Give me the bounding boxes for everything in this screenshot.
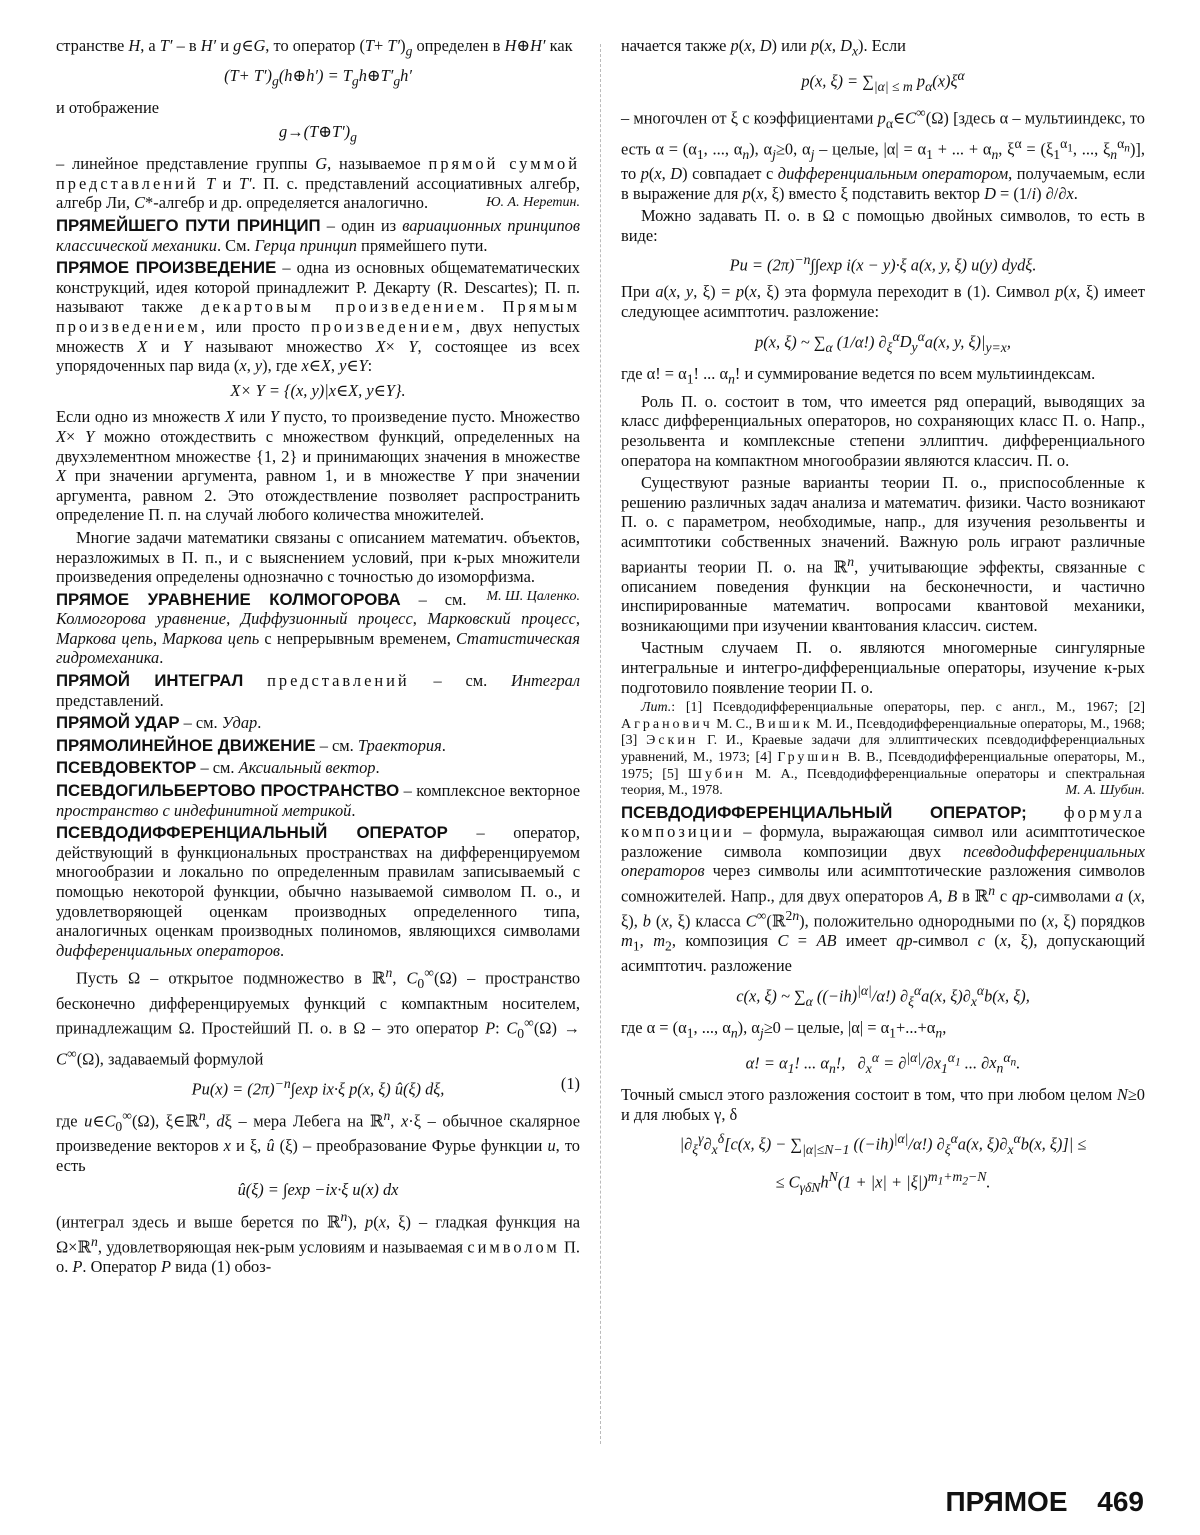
formula-left-20: û(ξ) = ∫exp −ix·ξ u(x) dx	[237, 1180, 399, 1200]
running-head: ПРЯМОЕ	[945, 1486, 1068, 1517]
paragraph-left-12: ПРЯМОЙ УДАР – см. Удар.	[56, 713, 262, 733]
paragraph-right-11: Лит.: [1] Псевдодифференциальные операторы, пер. с англ., М., 1967; [2] Агранович М. С., Вишик М. И., Псевдодифференциальные операторы, М., 1968; [3] Эскин Г. И., Краевые задачи для эллиптических псевдодифференциальных уравнений, М., 1973; [4] Грушин В. В., Псевдодифференциальные операторы, М., 1975; [5] Шубин М. А., Псевдодифференциальные операторы и спектральная теория, М., 1978. М. А. Шубин.	[621, 700, 1145, 799]
page-number: 469	[1097, 1486, 1144, 1517]
formula-left-7: X× Y = {(x, y)|x∈X, y∈Y}.	[230, 380, 406, 400]
right-column	[621, 36, 1145, 1204]
formula-left-3: $g\to(T\oplus T')_g$	[279, 122, 357, 145]
paragraph-left-13: ПРЯМОЛИНЕЙНОЕ ДВИЖЕНИЕ – см. Траектория.	[56, 735, 446, 755]
paragraph-right-16: Точный смысл этого разложения состоит в том, что при любом целом N≥0 и для любых γ, δ	[621, 1085, 1145, 1124]
paragraph-left-10: ПРЯМОЕ УРАВНЕНИЕ КОЛМОГОРОВА – см. Колмогорова уравнение, Диффузионный процесс, Марковский процесс, Маркова цепь, Маркова цепь с непрерывным временем, Статистическая гидромеханика.	[56, 589, 581, 668]
formula-right-1: p(x, $\xi) = \sum_{|\alpha| \le m}$ $p_\alpha(x)\xi^\alpha$	[801, 67, 965, 94]
paragraph-right-12: ПСЕВДОДИФФЕРЕНЦИАЛЬНЫЙ ОПЕРАТОР; формула композиции – формула, выражающая символ или асимптотическое разложение символа композиции двух псевдодифференциальных операторов через символы или асимптотические разложения символов сомножителей. Напр., для двух операторов A, B в ℝ$^n$ с qp-символами a (x, ξ), b (x, ξ) класса C∞(ℝ$^{2n}$), положительно однородными по (x, ξ) порядков $m_1$, $m_2$, композиция C = AB имеет qp-символ c (x, ξ), допускающий асимптотич. разложение	[621, 802, 1146, 976]
formula-left-18: $Pu(x) = (2\pi)^{-n}\int\exp$ ix·ξ p(x, ξ) û(ξ) dξ, (1)	[191, 1073, 580, 1099]
formula-right-6: p(x, ξ) ~ $\sum_\alpha$ (1/α!) $\partial_\xi^\alpha D_y^\alpha a(x$, y, $\xi)|_{y=x}$,	[755, 328, 1011, 355]
left-column	[56, 36, 580, 1280]
paragraph-left-21: (интеграл здесь и выше берется по ℝ$^n$), p(x, ξ) – гладкая функция на Ω×ℝ$^n$, удовлетворяющая нек-рым условиям и называемая символом П. о. P. Оператор P вида (1) обоз-	[56, 1208, 581, 1277]
page-footer	[945, 1486, 1144, 1518]
paragraph-right-8: Роль П. о. состоит в том, что имеется ряд операций, выводящих за класс дифференциальных операторов, но сохраняющих класс П. о. Напр., резольвента и комплексные степени эллиптич. дифференциального оператора на компактном многообразии являются классич. П. о.	[621, 391, 1145, 470]
formula-right-4: $Pu = (2\pi)^{-n}\int\int\exp$ i(x − y)·ξ a(x, y, ξ) u(y) dydξ.	[729, 252, 1037, 275]
paragraph-left-6: ПРЯМОЕ ПРОИЗВЕДЕНИЕ – одна из основных общематематических конструкций, идея которой принадлежит Р. Декарту (R. Descartes); П. п. называют также декартовым произведением. Прямым произведением, или просто произведением, двух непустых множеств X и Y называют множество X× Y, состоящее из всех упорядоченных пар вида (x, y), где x∈X, y∈Y:	[56, 258, 581, 376]
paragraph-right-2: – многочлен от ξ с коэффициентами $p_\alpha\in C^\infty(\Omega)$ [здесь α – мультииндекс, то есть $\alpha = (\alpha_1$, ..., $\alpha_n$), $\alpha_j\ge 0$, $\alpha_j$ – целые, $|\alpha| = \alpha_1$ + ... + $\alpha_n$, $\xi^\alpha = (\xi_1^{\alpha_1}$, ..., $\xi_n^{\alpha_n}$)], то p(x, D) совпадает с дифференциальным оператором, получаемым, если в выражение для p(x, ξ) вместо ξ подставить вектор D = (1/i) ∂/∂x.	[621, 105, 1146, 203]
formula-right-18: ≤ $C_{\gamma\delta N}h^N(1 + |x| + |\xi|)^{m_1+m_2-N}$.	[775, 1168, 991, 1195]
paragraph-left-4: – линейное представление группы G, называемое прямой суммой представлений T и T′. П. с. представлений ассоциативных алгебр, алгебр Ли, C*-алгебр и др. определяется аналогично. Ю. А. Неретин.	[56, 154, 580, 213]
column-divider	[600, 44, 601, 1444]
paragraph-left-0: странстве H, а T′ – в H′ и g∈G, то оператор $(T+ T')_g$ определен в H⊕H′ как	[56, 36, 573, 59]
paragraph-right-7: где α! = $\alpha_1$! ... $\alpha_n$! и суммирование ведется по всем мультииндексам.	[621, 363, 1096, 387]
formula-left-1: $(T+ T')_g(h\oplus h')$ = $T_gh\oplus T'_gh'$	[224, 65, 412, 89]
paragraph-left-15: ПСЕВДОГИЛЬБЕРТОВО ПРОСТРАНСТВО – комплексное векторное пространство с индефинитной метрикой.	[56, 781, 580, 820]
paragraph-right-9: Существуют разные варианты теории П. о., приспособленные к решению различных задач анализа и математич. физики. Часто возникают П. о. с параметром, необходимые, напр., для изучения резольвенты и асимптотики собственных значений. Важную роль играют различные варианты теории П. о. на ℝ$^n$, учитывающие эффекты, связанные с описанием поведения функции на бесконечности, и частично инспирированные математич. вопросами квантовой механики, возникающими при изучении квантования классич. систем.	[621, 473, 1146, 635]
paragraph-right-5: При a(x, y, ξ) = p(x, ξ) эта формула переходит в (1). Символ p(x, ξ) имеет следующее асимптотич. разложение:	[621, 282, 1145, 321]
paragraph-left-5: ПРЯМЕЙШЕГО ПУТИ ПРИНЦИП – один из вариационных принципов классической механики. См. Герца принцип прямейшего пути.	[56, 216, 580, 255]
paragraph-right-14: где $\alpha = (\alpha_1$, ..., $\alpha_n$), $\alpha_j\ge 0$ – целые, $|\alpha| = \alpha_1+...+\alpha_n$,	[621, 1018, 947, 1041]
paragraph-left-17: Пусть Ω – открытое подмножество в ℝ$^n$, $C_0^\infty(\Omega)$ – пространство бесконечно дифференцируемых функций с компактным носителем, принадлежащим Ω. Простейший П. о. в Ω – это оператор P: $C_0^\infty(\Omega) \to C^\infty(\Omega)$, задаваемый формулой	[56, 965, 581, 1069]
paragraph-right-0: начается также p(x, D) или p(x, $D_x$). Если	[621, 36, 906, 59]
paragraph-right-10: Частным случаем П. о. являются многомерные сингулярные интегральные и интегро-дифференциальные операторы, изучение к-рых подготовило появление теории П. о.	[621, 638, 1145, 697]
formula-right-17: $|\partial_\xi^\gamma\partial_x^\delta[c(x$, $\xi) - \sum_{|\alpha|\le N-1}$ $((-ih)^{|\alpha|}/\alpha!)$ $\partial_\xi^\alpha a(x$, $\xi)\partial_x^\alpha b(x$, ξ)]| ≤	[679, 1131, 1087, 1158]
paragraph-left-11: ПРЯМОЙ ИНТЕГРАЛ представлений – см. Интеграл представлений.	[56, 671, 581, 710]
paragraph-left-19: где $u\in C_0^\infty(\Omega)$, ξ∈ℝ$^n$, dξ – мера Лебега на ℝ$^n$, x·ξ – обычное скалярное произведение векторов x и ξ, û (ξ) – преобразование Фурье функции u, то есть	[56, 1107, 580, 1175]
formula-right-13: c(x, ξ) ~ $\sum_\alpha$ $((-ih)^{|\alpha|}/\alpha!)$ $\partial_\xi^\alpha a(x$, $\xi)\partial_x^\alpha b(x$, ξ),	[736, 982, 1030, 1009]
paragraph-left-9: Многие задачи математики связаны с описанием математич. объектов, неразложимых в П. п., и с выяснением условий, при к-рых множители произведения определены однозначно с точностью до изоморфизма. М. Ш. Цаленко.	[56, 527, 580, 604]
paragraph-left-8: Если одно из множеств X или Y пусто, то произведение пусто. Множество X× Y можно отождествить с множеством функций, определенных на двухэлементном множестве {1, 2} и принимающих значения в множестве X при значении аргумента, равном 1, и в множестве Y при значении аргумента, равном 2. Это отождествление позволяет распространить определение П. п. на случай любого количества множителей.	[56, 407, 581, 525]
paragraph-left-2: и отображение	[56, 97, 160, 117]
paragraph-left-16: ПСЕВДОДИФФЕРЕНЦИАЛЬНЫЙ ОПЕРАТОР – оператор, действующий в функциональных пространствах на дифференцируемом многообразии и локально по определенным правилам записываемый с помощью некоторой функции, обычно называемой символом П. о., и удовлетворяющей оценкам производных определенного типа, аналогичных оценкам производных полиномов, являющихся символами дифференциальных операторов.	[56, 823, 580, 960]
paragraph-left-14: ПСЕВДОВЕКТОР – см. Аксиальный вектор.	[56, 758, 380, 778]
paragraph-right-3: Можно задавать П. о. в Ω с помощью двойных символов, то есть в виде:	[621, 206, 1145, 245]
formula-right-15: α! = $\alpha_1$! ... $\alpha_n$!, $\partial_x^\alpha = \partial^{|\alpha|}/\partial x_1^{\alpha_1}$ ... $\partial x_n^{\alpha_n}$.	[745, 1049, 1021, 1076]
